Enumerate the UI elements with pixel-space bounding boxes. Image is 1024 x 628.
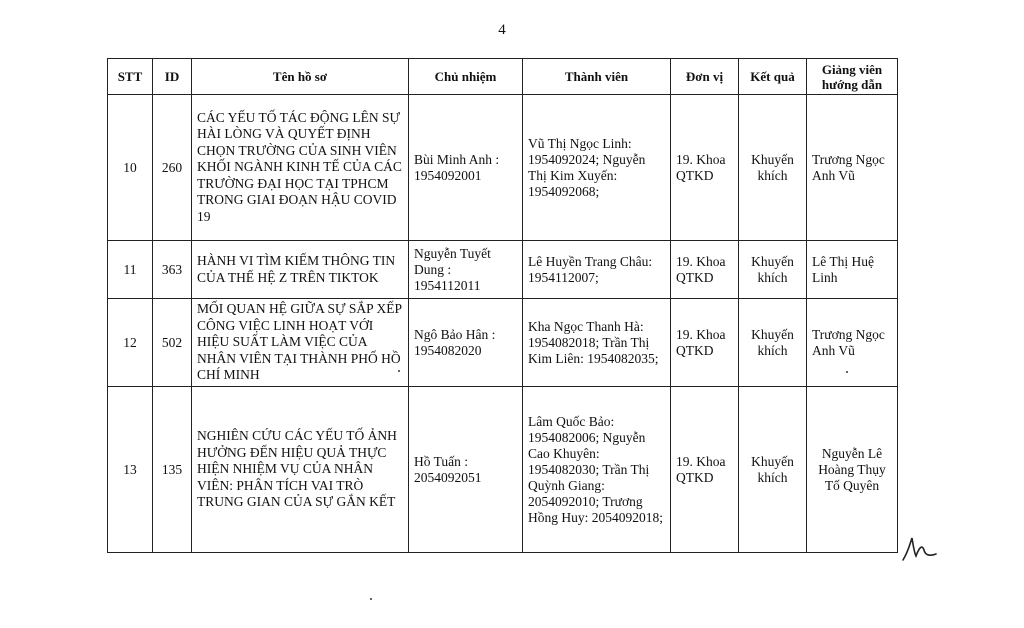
header-ten-ho-so: Tên hồ sơ [192, 59, 409, 95]
cell-ten-ho-so: MỐI QUAN HỆ GIỮA SỰ SẮP XẾP CÔNG VIỆC LINH HOẠT VỚI HIỆU SUẤT LÀM VIỆC CỦA NHÂN VIÊN TẠI THÀNH PHỐ HỒ CHÍ MINH [192, 299, 409, 387]
cell-giang-vien: Trương Ngọc Anh Vũ [807, 95, 898, 241]
cell-ten-ho-so: CÁC YẾU TỐ TÁC ĐỘNG LÊN SỰ HÀI LÒNG VÀ QUYẾT ĐỊNH CHỌN TRƯỜNG CỦA SINH VIÊN KHỐI NGÀNH KINH TẾ CỦA CÁC TRƯỜNG ĐẠI HỌC TẠI TPHCM TRONG GIAI ĐOẠN HẬU COVID 19 [192, 95, 409, 241]
cell-id: 502 [153, 299, 192, 387]
cell-thanh-vien: Lâm Quốc Bảo: 1954082006; Nguyễn Cao Khuyên: 1954082030; Trần Thị Quỳnh Giang: 2054092010; Trương Hồng Huy: 2054092018; [523, 387, 671, 553]
cell-id: 363 [153, 241, 192, 299]
header-row [108, 59, 898, 95]
cell-giang-vien: Trương Ngọc Anh Vũ [807, 299, 898, 387]
cell-stt: 11 [108, 241, 153, 299]
table-row [108, 387, 898, 553]
header-ket-qua: Kết quả [739, 59, 807, 95]
cell-don-vi: 19. Khoa QTKD [671, 241, 739, 299]
table-row [108, 95, 898, 241]
cell-stt: 13 [108, 387, 153, 553]
cell-don-vi: 19. Khoa QTKD [671, 387, 739, 553]
cell-giang-vien: Lê Thị Huệ Linh [807, 241, 898, 299]
cell-don-vi: 19. Khoa QTKD [671, 95, 739, 241]
cell-id: 260 [153, 95, 192, 241]
cell-ten-ho-so: HÀNH VI TÌM KIẾM THÔNG TIN CỦA THẾ HỆ Z TRÊN TIKTOK [192, 241, 409, 299]
cell-giang-vien: Nguyễn Lê Hoàng Thụy Tố Quyên [807, 387, 898, 553]
cell-thanh-vien: Kha Ngọc Thanh Hà: 1954082018; Trần Thị Kim Liên: 1954082035; [523, 299, 671, 387]
cell-stt: 10 [108, 95, 153, 241]
handwritten-initial-mark [900, 530, 940, 564]
cell-ket-qua: Khuyến khích [739, 241, 807, 299]
cell-thanh-vien: Vũ Thị Ngọc Linh: 1954092024; Nguyễn Thị Kim Xuyến: 1954092068; [523, 95, 671, 241]
cell-id: 135 [153, 387, 192, 553]
header-id: ID [153, 59, 192, 95]
results-table [107, 58, 898, 553]
table-row [108, 241, 898, 299]
cell-chu-nhiem: Bùi Minh Anh : 1954092001 [409, 95, 523, 241]
cell-chu-nhiem: Hồ Tuấn : 2054092051 [409, 387, 523, 553]
header-thanh-vien: Thành viên [523, 59, 671, 95]
header-stt: STT [108, 59, 153, 95]
cell-ten-ho-so: NGHIÊN CỨU CÁC YẾU TỐ ẢNH HƯỞNG ĐẾN HIỆU QUẢ THỰC HIỆN NHIỆM VỤ CỦA NHÂN VIÊN: PHÂN TÍCH VAI TRÒ TRUNG GIAN CỦA SỰ GẮN KẾT [192, 387, 409, 553]
cell-chu-nhiem: Ngô Bảo Hân : 1954082020 [409, 299, 523, 387]
table-row [108, 299, 898, 387]
stray-dot-mark [398, 370, 400, 372]
stray-dot-mark [846, 371, 848, 373]
cell-chu-nhiem: Nguyễn Tuyết Dung : 1954112011 [409, 241, 523, 299]
cell-stt: 12 [108, 299, 153, 387]
stray-dot-mark [370, 598, 372, 600]
header-don-vi: Đơn vị [671, 59, 739, 95]
header-giang-vien: Giảng viên hướng dẫn [807, 59, 898, 95]
header-chu-nhiem: Chủ nhiệm [409, 59, 523, 95]
cell-ket-qua: Khuyến khích [739, 387, 807, 553]
cell-don-vi: 19. Khoa QTKD [671, 299, 739, 387]
cell-thanh-vien: Lê Huyền Trang Châu: 1954112007; [523, 241, 671, 299]
page-number: 4 [498, 22, 506, 38]
cell-ket-qua: Khuyến khích [739, 95, 807, 241]
cell-ket-qua: Khuyến khích [739, 299, 807, 387]
